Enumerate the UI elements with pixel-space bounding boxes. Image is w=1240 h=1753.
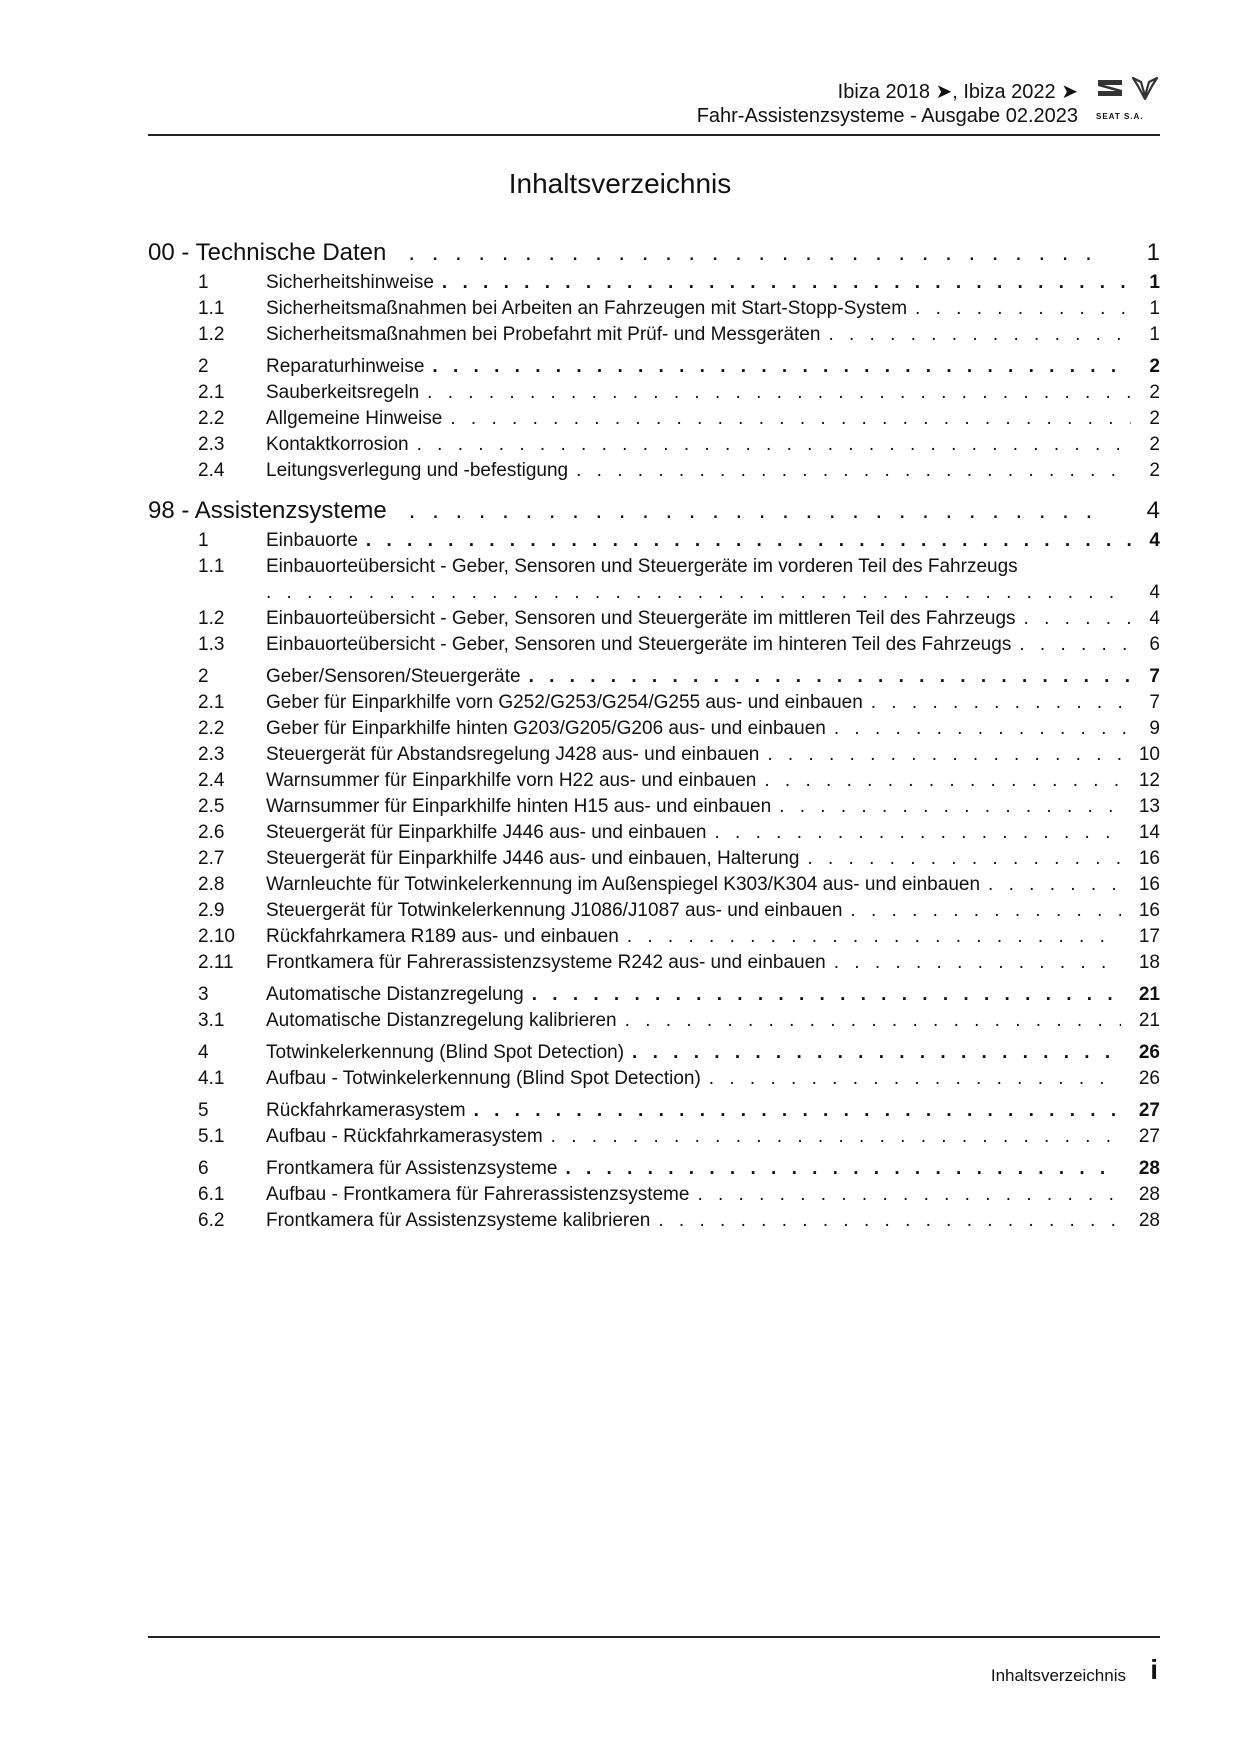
toc-item-page: 12 <box>1138 770 1160 791</box>
toc-item[interactable] <box>148 716 1160 742</box>
toc-item-number: 2.1 <box>198 382 225 403</box>
toc-item-page: 18 <box>1138 952 1160 973</box>
toc-item-number: 2.8 <box>198 874 225 895</box>
toc-item[interactable] <box>148 296 1160 322</box>
toc-leader <box>658 1208 1120 1234</box>
toc-item[interactable] <box>148 794 1160 820</box>
toc-section[interactable] <box>148 1040 1160 1066</box>
footer-rule <box>148 1636 1160 1638</box>
toc-item-label: Warnsummer für Einparkhilfe hinten H15 aus- und einbauen <box>266 796 772 817</box>
toc-item[interactable] <box>148 458 1160 484</box>
toc-item-number: 2.5 <box>198 796 225 817</box>
toc-chapter-label: 00 - Technische Daten <box>148 239 387 266</box>
toc-item-number: 2.2 <box>198 718 225 739</box>
toc-leader <box>551 1124 1121 1150</box>
toc-item-page: 2 <box>1149 382 1160 403</box>
toc-item-page: 2 <box>1149 434 1160 455</box>
toc-leader <box>627 924 1121 950</box>
toc-section-number: 2 <box>198 666 209 687</box>
toc-leader <box>625 1008 1121 1034</box>
toc-item[interactable] <box>148 1208 1160 1234</box>
toc-item-label: Kontaktkorrosion <box>266 434 409 455</box>
toc-chapter-page: 4 <box>1146 497 1160 524</box>
toc-leader <box>850 898 1120 924</box>
toc-item-number: 2.4 <box>198 460 225 481</box>
toc-item-number: 6.2 <box>198 1210 225 1231</box>
toc-chapter[interactable] <box>148 236 1160 270</box>
toc-leader <box>266 580 1131 606</box>
chapter-gap <box>148 484 1160 494</box>
toc-chapter[interactable] <box>148 494 1160 528</box>
toc-item-label: Warnsummer für Einparkhilfe vorn H22 aus- und einbauen <box>266 770 757 791</box>
toc-item-number: 2.9 <box>198 900 225 921</box>
toc-item-page: 26 <box>1138 1068 1160 1089</box>
toc-item-page: 9 <box>1149 718 1160 739</box>
toc-item-number: 2.7 <box>198 848 225 869</box>
toc-leader <box>709 1066 1121 1092</box>
toc-item[interactable] <box>148 898 1160 924</box>
toc-item[interactable] <box>148 690 1160 716</box>
toc-section-number: 5 <box>198 1100 209 1121</box>
toc-section[interactable] <box>148 982 1160 1008</box>
toc-item-page: 1 <box>1149 324 1160 345</box>
toc-item-page: 2 <box>1149 460 1160 481</box>
page-header <box>148 72 1160 136</box>
toc-item[interactable] <box>148 872 1160 898</box>
toc-leader <box>576 458 1131 484</box>
toc-item-number: 1.1 <box>198 556 225 577</box>
toc-item-label: Frontkamera für Assistenzsysteme kalibrieren <box>266 1210 651 1231</box>
toc-section-label: Reparaturhinweise <box>266 356 425 377</box>
toc-item-number: 2.3 <box>198 744 225 765</box>
toc-leader <box>764 768 1120 794</box>
toc-item[interactable] <box>148 1124 1160 1150</box>
toc-section-page: 4 <box>1149 530 1160 551</box>
toc-item-number: 3.1 <box>198 1010 225 1031</box>
toc-item-page: 21 <box>1138 1010 1160 1031</box>
toc-item-page: 4 <box>1149 608 1160 629</box>
toc-item[interactable] <box>148 406 1160 432</box>
toc-item-label: Steuergerät für Einparkhilfe J446 aus- und einbauen, Halterung <box>266 848 800 869</box>
toc-item-label: Frontkamera für Fahrerassistenzsysteme R242 aus- und einbauen <box>266 952 826 973</box>
toc-section[interactable] <box>148 664 1160 690</box>
toc-leader <box>988 872 1121 898</box>
toc-item-page: 2 <box>1149 408 1160 429</box>
toc-leader <box>834 716 1132 742</box>
toc-item[interactable] <box>148 380 1160 406</box>
toc-section-page: 2 <box>1149 356 1160 377</box>
toc-item-page: 16 <box>1138 848 1160 869</box>
toc-leader <box>714 820 1120 846</box>
seat-cupra-logo <box>1090 76 1160 126</box>
toc-section-label: Frontkamera für Assistenzsysteme <box>266 1158 558 1179</box>
toc-item-number: 1.3 <box>198 634 225 655</box>
toc-leader <box>828 322 1131 348</box>
toc-item[interactable] <box>148 950 1160 976</box>
toc-section[interactable] <box>148 270 1160 296</box>
toc-item-page: 27 <box>1138 1126 1160 1147</box>
toc-leader <box>408 236 1106 270</box>
toc-item-number: 6.1 <box>198 1184 225 1205</box>
footer-page-number: i <box>1150 1654 1158 1685</box>
toc-leader <box>565 1156 1120 1182</box>
toc-item-label: Leitungsverlegung und -befestigung <box>266 460 569 481</box>
page-title: Inhaltsverzeichnis <box>508 168 732 199</box>
toc-item-label: Geber für Einparkhilfe vorn G252/G253/G254/G255 aus- und einbauen <box>266 692 863 713</box>
toc-item-label: Geber für Einparkhilfe hinten G203/G205/G206 aus- und einbauen <box>266 718 826 739</box>
toc-section[interactable] <box>148 1098 1160 1124</box>
toc-chapter-page: 1 <box>1146 239 1160 266</box>
toc-section-label: Geber/Sensoren/Steuergeräte <box>266 666 521 687</box>
toc-item-page: 4 <box>1149 582 1160 603</box>
toc-item[interactable] <box>148 1008 1160 1034</box>
toc-section-label: Einbauorte <box>266 530 358 551</box>
toc-item-number: 1.2 <box>198 608 225 629</box>
toc-leader <box>366 528 1132 554</box>
toc-section-number: 1 <box>198 530 209 551</box>
toc-item-page: 14 <box>1138 822 1160 843</box>
toc-section[interactable] <box>148 528 1160 554</box>
toc-leader <box>697 1182 1120 1208</box>
toc-leader <box>767 742 1121 768</box>
toc-item-number: 1.2 <box>198 324 225 345</box>
toc-leader <box>1019 632 1131 658</box>
toc-item-number: 2.10 <box>198 926 235 947</box>
logo-caption: SEAT S.A. <box>1096 112 1144 121</box>
toc-item-label: Sauberkeitsregeln <box>266 382 420 403</box>
toc-item-page: 17 <box>1138 926 1160 947</box>
toc-section-number: 1 <box>198 272 209 293</box>
toc-item-label: Einbauorteübersicht - Geber, Sensoren und Steuergeräte im mittleren Teil des Fahrzeugs <box>266 608 1016 629</box>
cupra-logo-icon <box>1132 76 1158 100</box>
toc-leader <box>417 432 1132 458</box>
toc-item-number: 2.2 <box>198 408 225 429</box>
toc-leader <box>529 664 1132 690</box>
toc-item-number: 4.1 <box>198 1068 225 1089</box>
toc-leader <box>807 846 1120 872</box>
toc-section-page: 28 <box>1138 1158 1160 1179</box>
toc-section-page: 21 <box>1138 984 1160 1005</box>
toc-section-page: 27 <box>1138 1100 1160 1121</box>
toc-item[interactable] <box>148 1182 1160 1208</box>
toc-item[interactable] <box>148 742 1160 768</box>
toc-item-number: 2.1 <box>198 692 225 713</box>
toc-item[interactable] <box>148 632 1160 658</box>
toc-item-label: Aufbau - Totwinkelerkennung (Blind Spot Detection) <box>266 1068 701 1089</box>
toc-item[interactable] <box>148 1066 1160 1092</box>
toc-item-number: 2.11 <box>198 952 234 973</box>
toc-item[interactable] <box>148 432 1160 458</box>
toc-item-page: 16 <box>1138 900 1160 921</box>
toc-item-page: 10 <box>1138 744 1160 765</box>
toc-item-label: Aufbau - Rückfahrkamerasystem <box>266 1126 543 1147</box>
header-edition-line: Fahr-Assistenzsysteme - Ausgabe 02.2023 <box>696 105 1078 127</box>
toc-section-label: Totwinkelerkennung (Blind Spot Detection) <box>266 1042 625 1063</box>
toc-leader <box>474 1098 1121 1124</box>
seat-s-logo-icon <box>1096 76 1124 100</box>
toc-item-label: Steuergerät für Einparkhilfe J446 aus- und einbauen <box>266 822 707 843</box>
toc-item-label: Allgemeine Hinweise <box>266 408 443 429</box>
toc-section-label: Rückfahrkamerasystem <box>266 1100 466 1121</box>
toc-item-page: 6 <box>1149 634 1160 655</box>
toc-item-page: 1 <box>1149 298 1160 319</box>
toc-item[interactable] <box>148 924 1160 950</box>
toc-item-page: 13 <box>1138 796 1160 817</box>
toc-section-label: Automatische Distanzregelung <box>266 984 524 1005</box>
toc-leader <box>409 494 1107 528</box>
toc-item-label: Einbauorteübersicht - Geber, Sensoren und Steuergeräte im vorderen Teil des Fahrzeugs <box>266 556 1018 577</box>
toc-item-page: 28 <box>1138 1210 1160 1231</box>
toc-leader <box>915 296 1131 322</box>
toc-leader <box>450 406 1131 432</box>
toc-item-label: Steuergerät für Abstandsregelung J428 aus- und einbauen <box>266 744 760 765</box>
toc-leader <box>532 982 1121 1008</box>
toc-item-page: 7 <box>1149 692 1160 713</box>
toc-section-label: Sicherheitshinweise <box>266 272 434 293</box>
footer-label: Inhaltsverzeichnis <box>990 1666 1126 1685</box>
toc-leader <box>871 690 1132 716</box>
toc-leader <box>442 270 1132 296</box>
toc-item-label: Aufbau - Frontkamera für Fahrerassistenzsysteme <box>266 1184 690 1205</box>
toc-item-page: 16 <box>1138 874 1160 895</box>
toc-section-number: 4 <box>198 1042 209 1063</box>
toc-item[interactable] <box>148 554 1160 606</box>
toc-item-number: 2.3 <box>198 434 225 455</box>
toc-item[interactable] <box>148 820 1160 846</box>
toc-leader <box>432 354 1131 380</box>
toc-item-number: 2.4 <box>198 770 225 791</box>
toc-item[interactable] <box>148 322 1160 348</box>
toc-item-number: 5.1 <box>198 1126 225 1147</box>
toc-leader <box>1024 606 1132 632</box>
toc-item[interactable] <box>148 846 1160 872</box>
toc-item[interactable] <box>148 606 1160 632</box>
toc-section-number: 6 <box>198 1158 209 1179</box>
toc-section-page: 7 <box>1149 666 1160 687</box>
toc-section-number: 3 <box>198 984 209 1005</box>
toc-item-label: Sicherheitsmaßnahmen bei Arbeiten an Fahrzeugen mit Start-Stopp-System <box>266 298 908 319</box>
toc-item-label: Automatische Distanzregelung kalibrieren <box>266 1010 617 1031</box>
toc-section-page: 1 <box>1149 272 1160 293</box>
header-model-line: Ibiza 2018 ➤, Ibiza 2022 ➤ <box>837 81 1078 103</box>
toc-item-label: Rückfahrkamera R189 aus- und einbauen <box>266 926 619 947</box>
toc-leader <box>632 1040 1121 1066</box>
toc-section-page: 26 <box>1138 1042 1160 1063</box>
toc-item-number: 1.1 <box>198 298 225 319</box>
toc-section-number: 2 <box>198 356 209 377</box>
toc-leader <box>427 380 1131 406</box>
toc-item[interactable] <box>148 768 1160 794</box>
toc-section[interactable] <box>148 1156 1160 1182</box>
toc-section[interactable] <box>148 354 1160 380</box>
header-text <box>697 80 1078 128</box>
toc-item-label: Sicherheitsmaßnahmen bei Probefahrt mit Prüf- und Messgeräten <box>266 324 821 345</box>
toc-leader <box>779 794 1121 820</box>
toc-item-label: Warnleuchte für Totwinkelerkennung im Außenspiegel K303/K304 aus- und einbauen <box>266 874 981 895</box>
toc-item-label: Einbauorteübersicht - Geber, Sensoren und Steuergeräte im hinteren Teil des Fahrzeugs <box>266 634 1012 655</box>
toc-leader <box>834 950 1121 976</box>
toc-item-page: 28 <box>1138 1184 1160 1205</box>
table-of-contents <box>148 236 1160 1234</box>
toc-item-number: 2.6 <box>198 822 225 843</box>
toc-chapter-label: 98 - Assistenzsysteme <box>148 497 387 524</box>
toc-item-label: Steuergerät für Totwinkelerkennung J1086/J1087 aus- und einbauen <box>266 900 843 921</box>
